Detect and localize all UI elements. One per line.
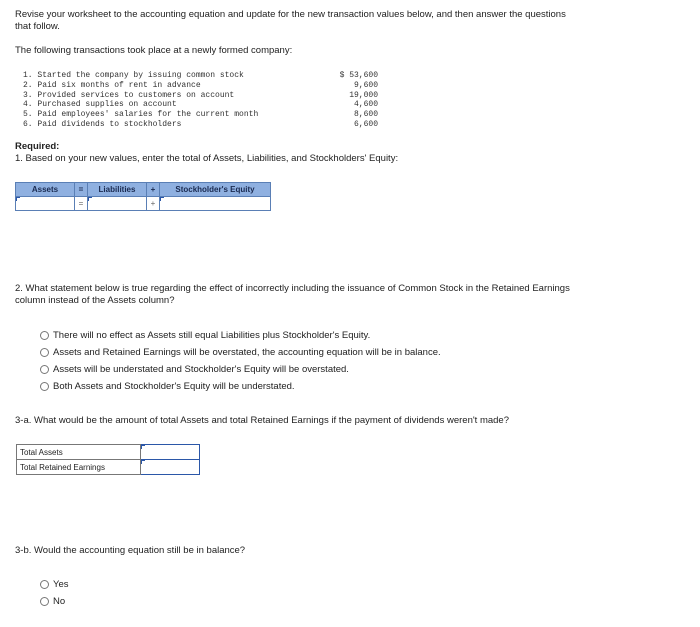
question-3b-options	[40, 576, 69, 610]
question-2-line2: column instead of the Assets column?	[15, 295, 175, 306]
equity-header: Stockholder's Equity	[160, 183, 271, 197]
radio-button[interactable]	[40, 597, 49, 606]
transaction-row	[23, 110, 378, 120]
question-2-line1: 2. What statement below is true regarding the effect of incorrectly including the issuance of Common Stock in the Retained Earnings	[15, 283, 570, 294]
total-retained-earnings-label: Total Retained Earnings	[17, 460, 141, 475]
radio-button[interactable]	[40, 580, 49, 589]
transaction-label: 6. Paid dividends to stockholders	[23, 119, 182, 129]
transaction-row	[23, 120, 378, 130]
total-assets-input[interactable]	[141, 445, 199, 459]
transaction-row	[23, 81, 378, 91]
total-assets-input-cell[interactable]	[141, 445, 200, 460]
transaction-label: 5. Paid employees' salaries for the current month	[23, 110, 259, 120]
q2-option-label: Assets will be understated and Stockholder's Equity will be overstated.	[53, 364, 349, 375]
q3a-table	[16, 444, 200, 475]
accounting-equation-table	[15, 182, 271, 211]
plus-sign: +	[147, 197, 160, 211]
assets-header: Assets	[16, 183, 75, 197]
transaction-row	[23, 91, 378, 101]
question-3a: 3-a. What would be the amount of total Assets and total Retained Earnings if the payment of dividends weren't made?	[15, 415, 509, 426]
question-1: 1. Based on your new values, enter the total of Assets, Liabilities, and Stockholders' Equity:	[15, 153, 399, 164]
q2-option[interactable]	[40, 378, 441, 395]
question-2	[15, 283, 685, 307]
total-assets-label: Total Assets	[17, 445, 141, 460]
total-retained-earnings-input-cell[interactable]	[141, 460, 200, 475]
transaction-label: 1. Started the company by issuing common stock	[23, 71, 244, 80]
radio-button[interactable]	[40, 382, 49, 391]
liabilities-input-cell[interactable]	[88, 197, 147, 211]
transactions-list	[23, 71, 378, 130]
instructions	[15, 9, 685, 33]
q2-option-label: Both Assets and Stockholder's Equity will be understated.	[53, 381, 295, 392]
transaction-amount: 4,600	[353, 100, 378, 110]
question-2-options	[40, 327, 441, 395]
q2-option-label: Assets and Retained Earnings will be overstated, the accounting equation will be in balance.	[53, 347, 441, 358]
equals-sign: =	[75, 183, 88, 197]
q3b-option-label: No	[53, 596, 66, 607]
transaction-amount: 6,600	[353, 119, 378, 129]
assets-input-cell[interactable]	[16, 197, 75, 211]
radio-button[interactable]	[40, 348, 49, 357]
equity-input-cell[interactable]	[160, 197, 271, 211]
transaction-row	[23, 100, 378, 110]
equity-input[interactable]	[160, 197, 270, 210]
liabilities-header: Liabilities	[88, 183, 147, 197]
q3b-option-no[interactable]	[40, 593, 69, 610]
transaction-amount: 19,000	[349, 90, 378, 100]
radio-button[interactable]	[40, 331, 49, 340]
transaction-label: 4. Purchased supplies on account	[23, 100, 177, 110]
q3b-option-label: Yes	[53, 579, 69, 590]
transaction-label: 3. Provided services to customers on account	[23, 90, 235, 100]
q2-option-label: There will no effect as Assets still equal Liabilities plus Stockholder's Equity.	[53, 330, 371, 341]
transaction-amount: $ 53,600	[339, 71, 378, 80]
equals-sign: =	[75, 197, 88, 211]
q3b-option-yes[interactable]	[40, 576, 69, 593]
total-retained-earnings-input[interactable]	[141, 460, 199, 474]
required-heading: Required:	[15, 141, 60, 152]
instructions-line1: Revise your worksheet to the accounting equation and update for the new transaction values below, and then answer the questions	[15, 9, 566, 20]
transaction-label: 2. Paid six months of rent in advance	[23, 80, 201, 90]
radio-button[interactable]	[40, 365, 49, 374]
assets-input[interactable]	[16, 197, 74, 210]
instructions-line2: that follow.	[15, 21, 60, 32]
transaction-row	[23, 71, 378, 81]
question-3b: 3-b. Would the accounting equation still be in balance?	[15, 545, 246, 556]
plus-sign: +	[147, 183, 160, 197]
transaction-amount: 8,600	[353, 110, 378, 120]
q2-option[interactable]	[40, 327, 441, 344]
transaction-amount: 9,600	[353, 80, 378, 90]
q2-option[interactable]	[40, 361, 441, 378]
transactions-lead: The following transactions took place at a newly formed company:	[15, 45, 293, 56]
q2-option[interactable]	[40, 344, 441, 361]
liabilities-input[interactable]	[88, 197, 146, 210]
